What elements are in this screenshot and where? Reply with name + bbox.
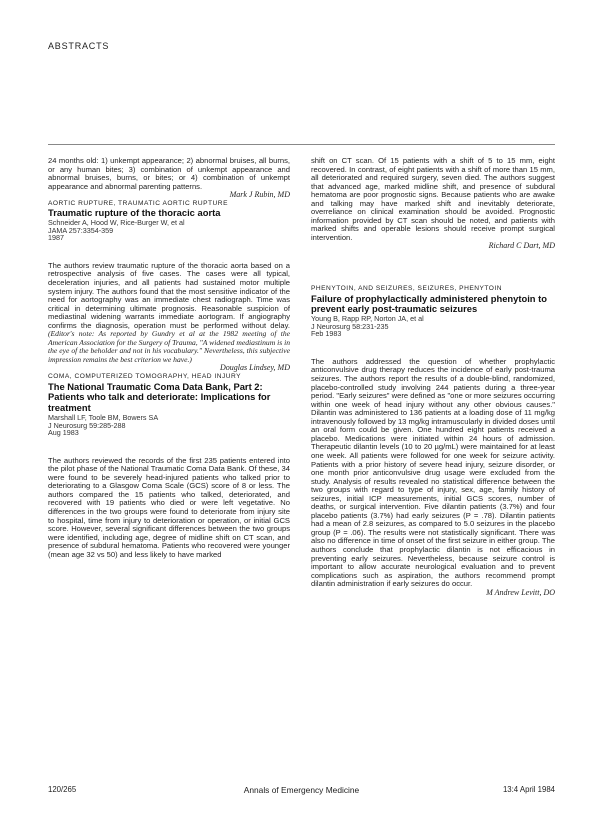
continued-paragraph: 24 months old: 1) unkempt appearance; 2) abnormal bruises, all burns, or any human bites; 3) combination of unkempt appearance and abnormal bruises, burns, or bites; or 4) combination of unkempt appearance and abnormal parenting patterns.	[48, 156, 290, 191]
article-journal: JAMA 257:3354-359	[48, 225, 114, 235]
editors-note: (Editor's note: As reported by Gundry et al at the 1982 meeting of the American Association for the Surgery of Trauma, "A widened mediastinum is in the eye of the beholder and not in his vocabulary." Nevertheless, this subjective impression remains the best criterion we have.)	[48, 329, 290, 364]
article-body: The authors reviewed the records of the first 235 patients entered into the pilot phase of the National Traumatic Coma Data Bank. Of these, 34 were found to be severely head-injured patients who talked prior to deteriorating to a Glasgow Coma Scale (GCS) score of 8 or less. The authors compared the 15 patients who talked, deteriorated, and recovered with 19 patients who died or were left vegetative. No differences in the two groups were found to deteriorate from injury site to hospital, time from injury to deterioration or operation, or initial GCS score. However, several significant differences between the two groups were identified, including age, degree of midline shift on CT scan, and presence of subdural hematoma. Patients who recovered were younger (mean age 32 vs 50) and less likely to have marked	[48, 455, 290, 559]
article-journal: J Neurosurg 58:231-235	[311, 321, 389, 331]
article-title: The National Traumatic Coma Data Bank, Part 2: Patients who talk and deteriorate: Implications for treatment	[48, 380, 271, 414]
article-journal: J Neurosurg 59:285-288	[48, 420, 126, 430]
right-column	[311, 157, 555, 597]
section-heading: AORTIC RUPTURE, TRAUMATIC AORTIC RUPTURE	[48, 199, 228, 207]
header-divider	[48, 144, 555, 145]
article-date: Feb 1983	[311, 329, 342, 339]
page-number: 120/265	[48, 785, 77, 794]
issue-date: 13:4 April 1984	[502, 785, 555, 794]
section-heading: COMA, COMPUTERIZED TOMOGRAPHY, HEAD INJURY	[48, 372, 242, 380]
article-authors: Schneider A, Hood W, Rice-Burger W, et al	[48, 218, 185, 228]
reviewer-signature: M Andrew Levitt, DO	[486, 587, 555, 597]
continued-paragraph: shift on CT scan. Of 15 patients with a shift of 5 to 15 mm, eight recovered. In contrast, of eight patients with a shift of more than 15 mm, all deteriorated and required surgery, seven died. The authors suggest that advanced age, marked midline shift, and presence of subdural hematoma are poor prognostic signs. Because patients who are awake and talking may have marked shift and inevitably deteriorate, overreliance on clinical examination should be avoided. Prognostic information provided by CT scan should be noted, and patients with marked shifts and operable lesions should receive prompt surgical intervention.	[311, 156, 555, 242]
section-header: ABSTRACTS	[48, 41, 110, 51]
reviewer-signature: Douglas Lindsey, MD	[220, 363, 290, 373]
article-title: Traumatic rupture of the thoracic aorta	[48, 207, 221, 219]
article-date: Aug 1983	[48, 428, 79, 438]
article-authors: Marshall LF, Toole BM, Bowers SA	[48, 412, 159, 422]
journal-name: Annals of Emergency Medicine	[243, 785, 360, 795]
section-heading: PHENYTOIN, AND SEIZURES, SEIZURES, PHENYTOIN	[311, 285, 503, 293]
article-body: The authors addressed the question of whether prophylactic anticonvulsive drug therapy reduces the incidence of early post-trauma seizures. The authors report the results of a double-blind, randomized, placebo-controlled study involving 244 patients during a three-year period. "Early seizures" were defined as "one or more seizures occurring within one week of head injury without any other obvious causes." Dilantin was administered to 136 patients at a loading dose of 11 mg/kg intravenously followed by 13 mg/kg intramuscularly in divided doses until an oral form could be given. One hundred eight patients received a placebo. Medications were initiated within 24 hours of admission. Therapeutic dilantin levels (10 to 20 µg/mL) were maintained for at least one week. All patients were followed for one week for seizure activity. Patients with a prior history of severe head injury, seizure disorder, or one month prior anticonvulsive drug usage were excluded from the study. Analysis of results revealed no statistical difference between the two groups with regard to type of injury, sex, age, family history of seizures, initial ICP measurements, initial GCS scores, number of deaths, or surgical intervention. Five dilantin patients (3.7%) and four placebo patients (3.7%) had early seizures (P = .78). Dilantin patients had a mean of 2.8 seizures, as compared to 5.0 seizures in the placebo group (P = .06). The results were not statistically significant. There was also no difference in time of onset of the first seizure in either group. The authors conclude that prophylactic dilantin is not efficacious in preventing early seizures. Nevertheless, because seizure control is important to allow accurate neurological evaluation and to prevent complications such as aspiration, the authors recommend prompt dilantin administration if early seizures do occur.	[311, 356, 555, 589]
reviewer-signature: Mark J Rubin, MD	[229, 190, 290, 200]
article-body	[48, 262, 290, 365]
article-authors: Young B, Rapp RP, Norton JA, et al	[311, 314, 424, 324]
reviewer-signature: Richard C Dart, MD	[488, 241, 555, 251]
left-column	[48, 157, 290, 559]
article-title: Failure of prophylactically administered phenytoin to prevent early post-traumatic seizures	[311, 292, 547, 315]
article-abstract-text: The authors review traumatic rupture of the thoracic aorta based on a retrospective analysis of five cases. The cases were all typical, deceleration injuries, and all patients had sustained motor multiple system injury. The authors found that the most sensitive indicator of the need for aortography was an immediate chest radiograph. Time was critical in determining ultimate prognosis. Reasonable suspicion of mediastinal widening warrants immediate aortogram. If angiography confirms the diagnosis, operation must be performed without delay.	[48, 260, 290, 330]
article-date: 1987	[48, 233, 64, 243]
